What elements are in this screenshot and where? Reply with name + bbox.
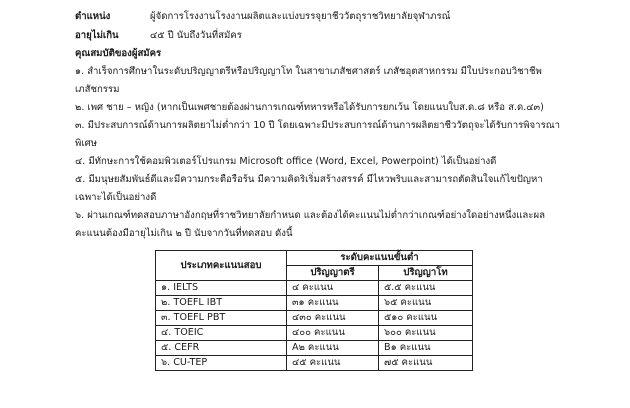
bachelor-score-cell: ๓๑ คะแนน (287, 296, 379, 311)
qualification-line: พิเศษ (75, 138, 98, 149)
qualification-line: ๒. เพศ ชาย – หญิง (หากเป็นเพศชายต้องผ่านการเกณฑ์ทหารหรือได้รับการยกเว้น โดยแนบใบส.ด.๘ หรือ ส.ด.๔๓) (75, 102, 544, 113)
master-score-cell: ๗๕ คะแนน (379, 356, 473, 371)
age-value: ๔๕ ปี นับถึงวันที่สมัคร (150, 30, 242, 41)
test-name-cell: ๓. TOEFL PBT (156, 311, 287, 326)
master-score-cell: ๖๐๐ คะแนน (379, 326, 473, 341)
table-row (156, 281, 473, 296)
master-score-cell: ๕.๕ คะแนน (379, 281, 473, 296)
position-value: ผู้จัดการโรงงานโรงงานผลิตและแบ่งบรรจุยาชีววัตถุราชวิทยาลัยจุฬาภรณ์ (150, 11, 451, 22)
bachelor-score-cell: ๔๓๐ คะแนน (287, 311, 379, 326)
age-label: อายุไม่เกิน (75, 30, 119, 41)
qualification-line: ๖. ผ่านเกณฑ์ทดสอบภาษาอังกฤษที่ราชวิทยาลัยกำหนด และต้องได้คะแนนไม่ต่ำกว่าเกณฑ์อย่างใดอย่างหนึ่งและผล (75, 210, 545, 221)
test-name-cell: ๑. IELTS (156, 281, 287, 296)
table-row (156, 326, 473, 341)
table-row (156, 311, 473, 326)
test-name-cell: ๕. CEFR (156, 341, 287, 356)
qualification-line: คะแนนต้องมีอายุไม่เกิน ๒ ปี นับจากวันที่ทดสอบ ดังนี้ (75, 228, 293, 239)
test-name-cell: ๔. TOEIC (156, 326, 287, 341)
bachelor-score-cell: ๔๐๐ คะแนน (287, 326, 379, 341)
master-score-cell: ๖๕ คะแนน (379, 296, 473, 311)
qualification-line: ๔. มีทักษะการใช้คอมพิวเตอร์โปรแกรม Microsoft office (Word, Excel, Powerpoint) ได้เป็นอย่างดี (75, 156, 497, 167)
qualification-line: ๓. มีประสบการณ์ด้านการผลิตยาไม่ต่ำกว่า 10 ปี โดยเฉพาะมีประสบการณ์ด้านการผลิตยาชีววัตถุจะได้รับการพิจารณา (75, 120, 561, 131)
bachelor-score-cell: ๔ คะแนน (287, 281, 379, 296)
bachelor-score-cell: ๔๕ คะแนน (287, 356, 379, 371)
test-name-cell: ๒. TOEFL IBT (156, 296, 287, 311)
qualification-line: ๕. มีมนุษยสัมพันธ์ดีและมีความกระตือรือร้น มีความคิดริเริ่มสร้างสรรค์ มีไหวพริบและสามารถตัดสินใจแก้ไขปัญหา (75, 174, 543, 185)
master-score-cell: ๕๑๐ คะแนน (379, 311, 473, 326)
col-master-header: ปริญญาโท (379, 266, 473, 281)
score-table (155, 250, 473, 371)
table-row (156, 296, 473, 311)
table-row (156, 356, 473, 371)
master-score-cell: B๑ คะแนน (379, 341, 473, 356)
qualification-line: เฉพาะได้เป็นอย่างดี (75, 192, 157, 203)
col-bachelor-header: ปริญญาตรี (287, 266, 379, 281)
col-min-header: ระดับคะแนนขั้นต่ำ (287, 251, 473, 266)
qualifications-title: คุณสมบัติของผู้สมัคร (75, 48, 162, 59)
qualification-line: ๑. สำเร็จการศึกษาในระดับปริญญาตรีหรือปริญญาโท ในสาขาเภสัชศาสตร์ เภสัชอุตสาหกรรม มีใบประกอบวิชาชีพ (75, 66, 542, 77)
bachelor-score-cell: A๒ คะแนน (287, 341, 379, 356)
col-test-header: ประเภทคะแนนสอบ (156, 251, 287, 281)
qualification-line: เภสัชกรรม (75, 84, 120, 95)
position-label: ตำแหน่ง (75, 11, 111, 22)
test-name-cell: ๖. CU-TEP (156, 356, 287, 371)
table-row (156, 341, 473, 356)
